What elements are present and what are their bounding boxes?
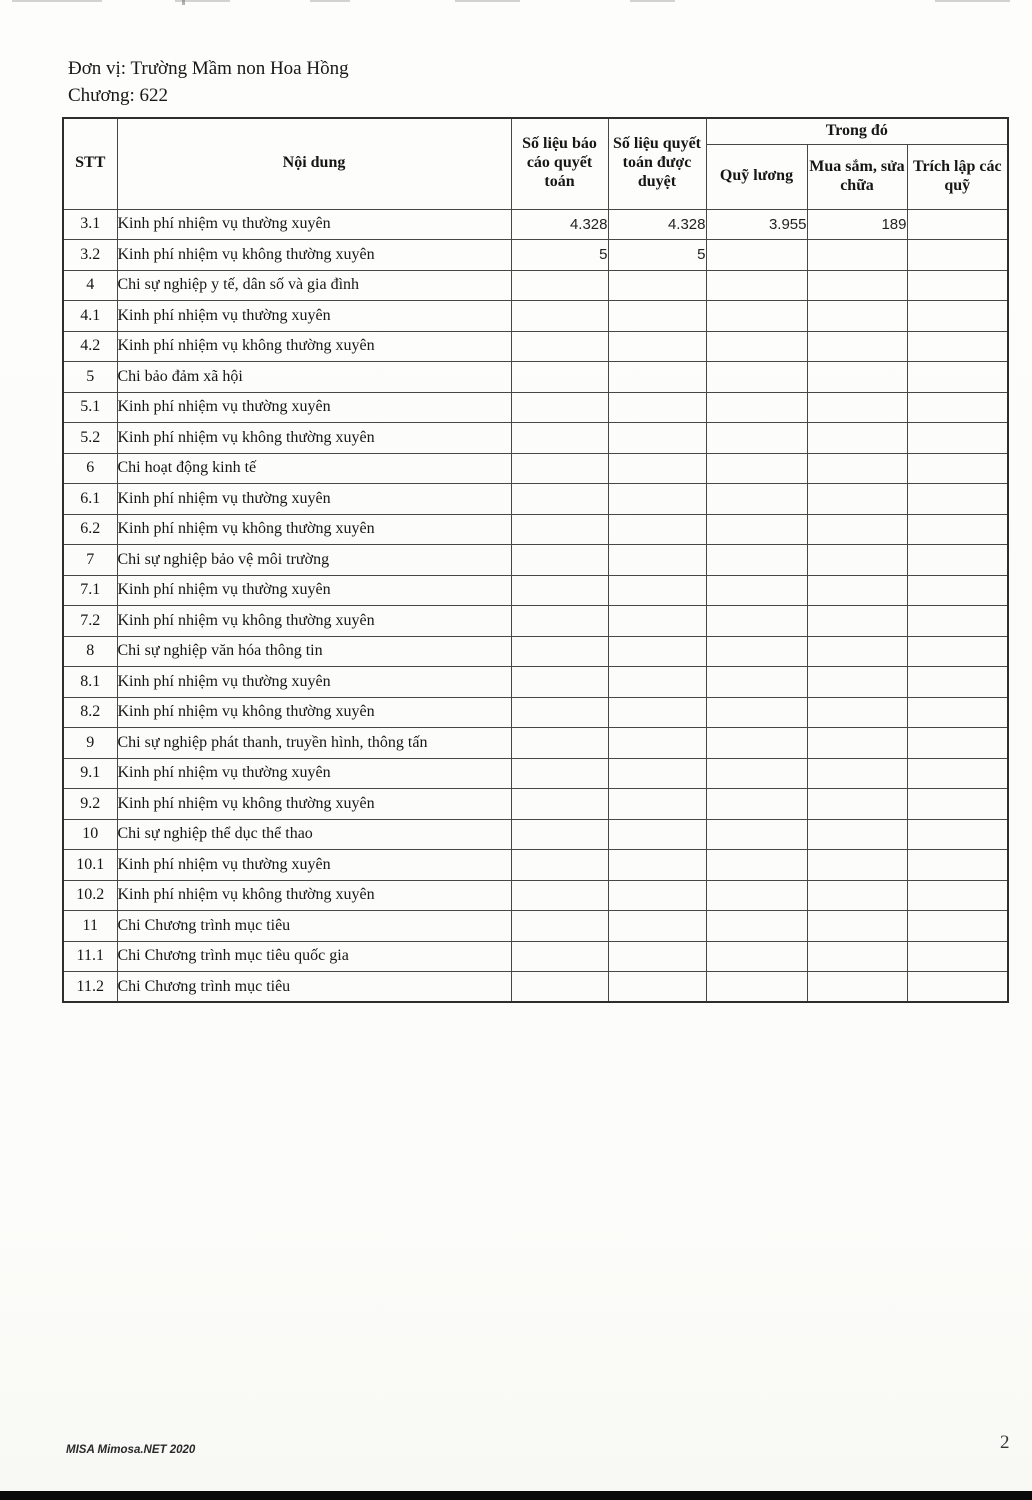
value-cell-bao-cao <box>511 667 608 698</box>
value-cell-trich-lap <box>907 636 1008 667</box>
value-cell-duoc-duyet <box>608 362 706 393</box>
value-cell-mua-sam <box>807 697 907 728</box>
value-cell-duoc-duyet <box>608 728 706 759</box>
value-cell-bao-cao <box>511 911 608 942</box>
page-number: 2 <box>1000 1432 1010 1453</box>
value-cell-bao-cao <box>511 697 608 728</box>
value-cell-duoc-duyet <box>608 758 706 789</box>
table-row <box>63 514 1008 545</box>
value-cell-mua-sam <box>807 667 907 698</box>
header-noi-dung: Nội dung <box>117 118 511 209</box>
value-cell-quy-luong <box>706 514 807 545</box>
value-cell-duoc-duyet: 4.328 <box>608 209 706 240</box>
value-cell-mua-sam: 189 <box>807 209 907 240</box>
stt-cell: 9 <box>63 728 117 759</box>
scan-artifact <box>182 0 185 5</box>
value-cell-quy-luong <box>706 453 807 484</box>
header-trong-do: Trong đó <box>706 118 1008 144</box>
value-cell-quy-luong <box>706 270 807 301</box>
value-cell-bao-cao <box>511 331 608 362</box>
value-cell-duoc-duyet <box>608 697 706 728</box>
value-cell-quy-luong <box>706 789 807 820</box>
value-cell-duoc-duyet <box>608 423 706 454</box>
stt-cell: 7 <box>63 545 117 576</box>
content-cell: Chi sự nghiệp bảo vệ môi trường <box>117 545 511 576</box>
stt-cell: 8.1 <box>63 667 117 698</box>
header-so-lieu-duyet: Số liệu quyết toán được duyệt <box>608 118 706 209</box>
value-cell-bao-cao <box>511 606 608 637</box>
value-cell-quy-luong <box>706 728 807 759</box>
stt-cell: 8.2 <box>63 697 117 728</box>
value-cell-bao-cao <box>511 880 608 911</box>
value-cell-duoc-duyet <box>608 789 706 820</box>
table-row <box>63 911 1008 942</box>
value-cell-trich-lap <box>907 240 1008 271</box>
value-cell-duoc-duyet <box>608 850 706 881</box>
stt-cell: 3.2 <box>63 240 117 271</box>
header-so-lieu-bao-cao: Số liệu báo cáo quyết toán <box>511 118 608 209</box>
table-row <box>63 484 1008 515</box>
value-cell-trich-lap <box>907 331 1008 362</box>
header-stt: STT <box>63 118 117 209</box>
value-cell-trich-lap <box>907 209 1008 240</box>
value-cell-trich-lap <box>907 362 1008 393</box>
table-row <box>63 880 1008 911</box>
table-row <box>63 636 1008 667</box>
value-cell-duoc-duyet <box>608 819 706 850</box>
value-cell-mua-sam <box>807 880 907 911</box>
value-cell-duoc-duyet <box>608 941 706 972</box>
value-cell-duoc-duyet <box>608 453 706 484</box>
stt-cell: 4.2 <box>63 331 117 362</box>
value-cell-quy-luong <box>706 972 807 1003</box>
value-cell-trich-lap <box>907 392 1008 423</box>
value-cell-duoc-duyet <box>608 911 706 942</box>
scan-artifact <box>630 0 675 2</box>
value-cell-quy-luong <box>706 880 807 911</box>
value-cell-trich-lap <box>907 789 1008 820</box>
value-cell-duoc-duyet: 5 <box>608 240 706 271</box>
content-cell: Kinh phí nhiệm vụ thường xuyên <box>117 209 511 240</box>
content-cell: Kinh phí nhiệm vụ không thường xuyên <box>117 880 511 911</box>
stt-cell: 11.1 <box>63 941 117 972</box>
value-cell-trich-lap <box>907 697 1008 728</box>
value-cell-quy-luong: 3.955 <box>706 209 807 240</box>
value-cell-quy-luong <box>706 911 807 942</box>
content-cell: Kinh phí nhiệm vụ thường xuyên <box>117 850 511 881</box>
value-cell-mua-sam <box>807 789 907 820</box>
stt-cell: 3.1 <box>63 209 117 240</box>
value-cell-trich-lap <box>907 667 1008 698</box>
value-cell-trich-lap <box>907 850 1008 881</box>
value-cell-quy-luong <box>706 423 807 454</box>
value-cell-bao-cao: 5 <box>511 240 608 271</box>
value-cell-trich-lap <box>907 880 1008 911</box>
value-cell-mua-sam <box>807 819 907 850</box>
table-row <box>63 209 1008 240</box>
content-cell: Chi hoạt động kinh tế <box>117 453 511 484</box>
table-row <box>63 972 1008 1003</box>
value-cell-trich-lap <box>907 514 1008 545</box>
stt-cell: 11.2 <box>63 972 117 1003</box>
content-cell: Chi sự nghiệp y tế, dân số và gia đình <box>117 270 511 301</box>
header-mua-sam: Mua sắm, sửa chữa <box>807 144 907 209</box>
scan-artifact <box>12 0 102 2</box>
value-cell-quy-luong <box>706 362 807 393</box>
document-header <box>68 55 349 109</box>
value-cell-bao-cao <box>511 728 608 759</box>
value-cell-quy-luong <box>706 392 807 423</box>
table-body <box>63 209 1008 1002</box>
content-cell: Kinh phí nhiệm vụ không thường xuyên <box>117 789 511 820</box>
value-cell-duoc-duyet <box>608 392 706 423</box>
value-cell-trich-lap <box>907 941 1008 972</box>
value-cell-quy-luong <box>706 240 807 271</box>
footer-app-label: MISA Mimosa.NET 2020 <box>66 1444 196 1456</box>
table-row <box>63 941 1008 972</box>
table-row <box>63 758 1008 789</box>
value-cell-duoc-duyet <box>608 484 706 515</box>
stt-cell: 4 <box>63 270 117 301</box>
value-cell-mua-sam <box>807 636 907 667</box>
value-cell-trich-lap <box>907 453 1008 484</box>
value-cell-duoc-duyet <box>608 331 706 362</box>
value-cell-mua-sam <box>807 575 907 606</box>
value-cell-trich-lap <box>907 301 1008 332</box>
content-cell: Kinh phí nhiệm vụ không thường xuyên <box>117 514 511 545</box>
stt-cell: 6.1 <box>63 484 117 515</box>
value-cell-bao-cao <box>511 575 608 606</box>
content-cell: Chi sự nghiệp thể dục thể thao <box>117 819 511 850</box>
value-cell-trich-lap <box>907 575 1008 606</box>
content-cell: Kinh phí nhiệm vụ thường xuyên <box>117 392 511 423</box>
content-cell: Chi sự nghiệp văn hóa thông tin <box>117 636 511 667</box>
value-cell-mua-sam <box>807 850 907 881</box>
table-row <box>63 819 1008 850</box>
settlement-table <box>62 117 1009 1003</box>
value-cell-duoc-duyet <box>608 880 706 911</box>
value-cell-mua-sam <box>807 545 907 576</box>
value-cell-mua-sam <box>807 301 907 332</box>
content-cell: Chi Chương trình mục tiêu quốc gia <box>117 941 511 972</box>
value-cell-bao-cao <box>511 758 608 789</box>
content-cell: Kinh phí nhiệm vụ không thường xuyên <box>117 697 511 728</box>
value-cell-duoc-duyet <box>608 545 706 576</box>
content-cell: Kinh phí nhiệm vụ thường xuyên <box>117 484 511 515</box>
value-cell-bao-cao <box>511 545 608 576</box>
value-cell-bao-cao <box>511 301 608 332</box>
content-cell: Kinh phí nhiệm vụ thường xuyên <box>117 758 511 789</box>
content-cell: Chi bảo đảm xã hội <box>117 362 511 393</box>
value-cell-bao-cao <box>511 819 608 850</box>
value-cell-duoc-duyet <box>608 606 706 637</box>
table-row <box>63 850 1008 881</box>
table-row <box>63 423 1008 454</box>
content-cell: Chi Chương trình mục tiêu <box>117 972 511 1003</box>
value-cell-bao-cao <box>511 392 608 423</box>
value-cell-trich-lap <box>907 270 1008 301</box>
value-cell-quy-luong <box>706 667 807 698</box>
value-cell-quy-luong <box>706 850 807 881</box>
table-row <box>63 545 1008 576</box>
table-row <box>63 728 1008 759</box>
value-cell-mua-sam <box>807 270 907 301</box>
stt-cell: 10.1 <box>63 850 117 881</box>
value-cell-bao-cao <box>511 484 608 515</box>
content-cell: Chi sự nghiệp phát thanh, truyền hình, thông tấn <box>117 728 511 759</box>
table-row <box>63 240 1008 271</box>
value-cell-quy-luong <box>706 575 807 606</box>
stt-cell: 5.2 <box>63 423 117 454</box>
value-cell-mua-sam <box>807 972 907 1003</box>
header-trich-lap: Trích lập các quỹ <box>907 144 1008 209</box>
value-cell-duoc-duyet <box>608 636 706 667</box>
value-cell-trich-lap <box>907 423 1008 454</box>
scan-artifact <box>455 0 520 2</box>
content-cell: Chi Chương trình mục tiêu <box>117 911 511 942</box>
stt-cell: 8 <box>63 636 117 667</box>
value-cell-bao-cao <box>511 423 608 454</box>
stt-cell: 10.2 <box>63 880 117 911</box>
stt-cell: 5.1 <box>63 392 117 423</box>
value-cell-mua-sam <box>807 728 907 759</box>
table-row <box>63 301 1008 332</box>
content-cell: Kinh phí nhiệm vụ không thường xuyên <box>117 423 511 454</box>
content-cell: Kinh phí nhiệm vụ thường xuyên <box>117 301 511 332</box>
stt-cell: 9.2 <box>63 789 117 820</box>
table-row <box>63 331 1008 362</box>
value-cell-trich-lap <box>907 484 1008 515</box>
value-cell-mua-sam <box>807 514 907 545</box>
value-cell-mua-sam <box>807 392 907 423</box>
table-row <box>63 392 1008 423</box>
stt-cell: 6 <box>63 453 117 484</box>
table-row <box>63 606 1008 637</box>
table-row <box>63 697 1008 728</box>
stt-cell: 6.2 <box>63 514 117 545</box>
value-cell-quy-luong <box>706 697 807 728</box>
table-row <box>63 270 1008 301</box>
value-cell-bao-cao <box>511 941 608 972</box>
value-cell-duoc-duyet <box>608 301 706 332</box>
chapter-line: Chương: 622 <box>68 85 169 106</box>
value-cell-mua-sam <box>807 484 907 515</box>
stt-cell: 4.1 <box>63 301 117 332</box>
stt-cell: 10 <box>63 819 117 850</box>
value-cell-mua-sam <box>807 423 907 454</box>
table-row <box>63 789 1008 820</box>
stt-cell: 7.1 <box>63 575 117 606</box>
content-cell: Kinh phí nhiệm vụ thường xuyên <box>117 667 511 698</box>
scan-artifact <box>935 0 1010 2</box>
content-cell: Kinh phí nhiệm vụ không thường xuyên <box>117 240 511 271</box>
header-quy-luong: Quỹ lương <box>706 144 807 209</box>
value-cell-mua-sam <box>807 240 907 271</box>
value-cell-mua-sam <box>807 453 907 484</box>
value-cell-trich-lap <box>907 972 1008 1003</box>
content-cell: Kinh phí nhiệm vụ thường xuyên <box>117 575 511 606</box>
table-row <box>63 362 1008 393</box>
scan-edge-bar <box>0 1491 1032 1500</box>
value-cell-bao-cao <box>511 972 608 1003</box>
content-cell: Kinh phí nhiệm vụ không thường xuyên <box>117 331 511 362</box>
value-cell-duoc-duyet <box>608 972 706 1003</box>
scan-artifact <box>310 0 350 2</box>
value-cell-mua-sam <box>807 606 907 637</box>
value-cell-trich-lap <box>907 911 1008 942</box>
value-cell-mua-sam <box>807 758 907 789</box>
value-cell-quy-luong <box>706 819 807 850</box>
value-cell-bao-cao <box>511 850 608 881</box>
value-cell-quy-luong <box>706 301 807 332</box>
value-cell-duoc-duyet <box>608 667 706 698</box>
value-cell-duoc-duyet <box>608 514 706 545</box>
value-cell-trich-lap <box>907 758 1008 789</box>
value-cell-quy-luong <box>706 331 807 362</box>
value-cell-trich-lap <box>907 819 1008 850</box>
value-cell-trich-lap <box>907 545 1008 576</box>
stt-cell: 9.1 <box>63 758 117 789</box>
table-header <box>63 118 1008 209</box>
stt-cell: 7.2 <box>63 606 117 637</box>
stt-cell: 5 <box>63 362 117 393</box>
value-cell-trich-lap <box>907 606 1008 637</box>
value-cell-mua-sam <box>807 362 907 393</box>
value-cell-bao-cao <box>511 453 608 484</box>
unit-line: Đơn vị: Trường Mầm non Hoa Hồng <box>68 58 349 79</box>
table-row <box>63 667 1008 698</box>
value-cell-quy-luong <box>706 606 807 637</box>
value-cell-trich-lap <box>907 728 1008 759</box>
value-cell-bao-cao <box>511 270 608 301</box>
value-cell-bao-cao <box>511 789 608 820</box>
stt-cell: 11 <box>63 911 117 942</box>
table-row <box>63 575 1008 606</box>
value-cell-quy-luong <box>706 636 807 667</box>
value-cell-bao-cao: 4.328 <box>511 209 608 240</box>
value-cell-quy-luong <box>706 758 807 789</box>
value-cell-mua-sam <box>807 331 907 362</box>
content-cell: Kinh phí nhiệm vụ không thường xuyên <box>117 606 511 637</box>
value-cell-bao-cao <box>511 362 608 393</box>
value-cell-mua-sam <box>807 911 907 942</box>
value-cell-bao-cao <box>511 636 608 667</box>
value-cell-bao-cao <box>511 514 608 545</box>
value-cell-quy-luong <box>706 545 807 576</box>
value-cell-mua-sam <box>807 941 907 972</box>
value-cell-duoc-duyet <box>608 270 706 301</box>
value-cell-quy-luong <box>706 941 807 972</box>
value-cell-duoc-duyet <box>608 575 706 606</box>
value-cell-quy-luong <box>706 484 807 515</box>
table-row <box>63 453 1008 484</box>
